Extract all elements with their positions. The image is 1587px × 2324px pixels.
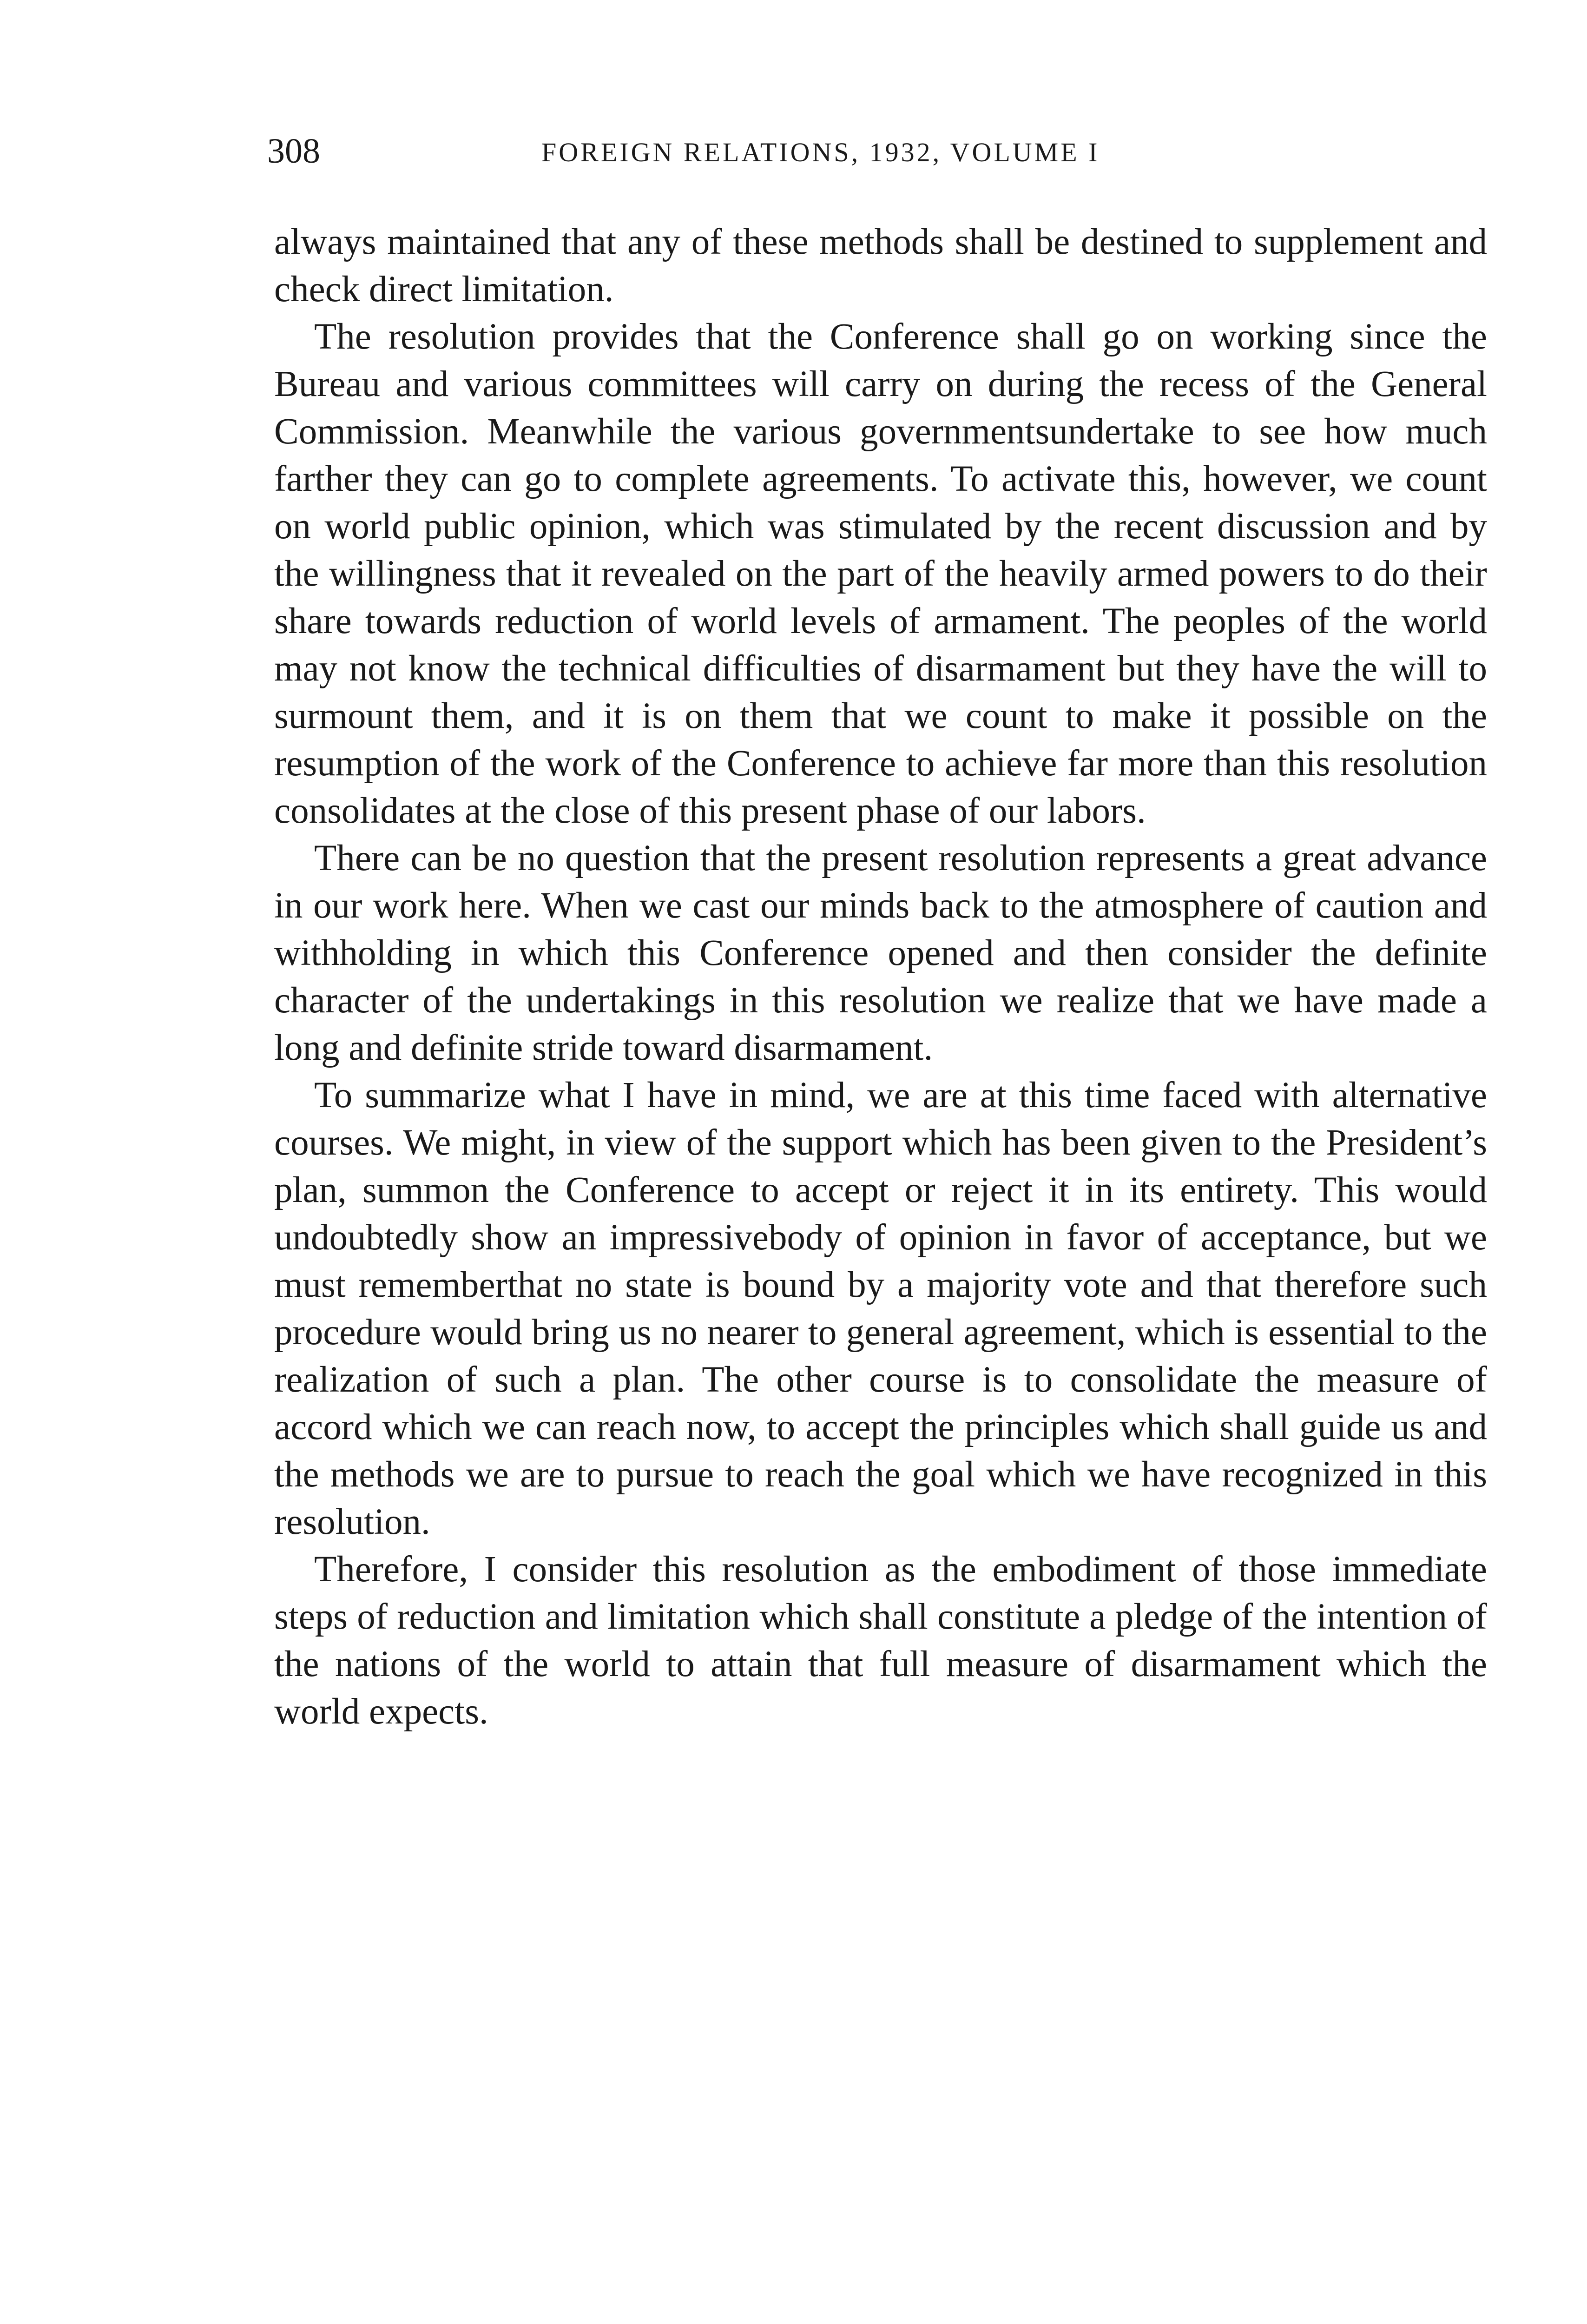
body-text	[274, 218, 1487, 1736]
page-header	[267, 125, 1487, 177]
page-number: 308	[267, 132, 320, 171]
paragraph-1: always maintained that any of these methods shall be destined to supplement and check direct limitation.	[274, 222, 1487, 310]
paragraph-5: Therefore, I consider this resolution as the embodiment of those immediate steps of reduction and limitation which shall constitute a pledge of the intention of the nations of the world to attain that full measure of disarmament which the world expects.	[274, 1549, 1487, 1732]
running-title: FOREIGN RELATIONS, 1932, VOLUME I	[541, 137, 1100, 167]
paragraph-2: The resolution provides that the Conference shall go on working since the Bureau and various committees will carry on during the recess of the General Commission. Meanwhile the various governmentsundertake to see how much farther they can go to complete agreements. To activate this, however, we count on world public opinion, which was stimulated by the recent discussion and by the willingness that it revealed on the part of the heavily armed powers to do their share towards reduction of world levels of armament. The peoples of the world may not know the technical difficulties of disarmament but they have the will to surmount them, and it is on them that we count to make it possible on the resumption of the work of the Conference to achieve far more than this resolution consolidates at the close of this present phase of our labors.	[274, 317, 1487, 831]
paragraph-3: There can be no question that the present resolution represents a great advance in our work here. When we cast our minds back to the atmosphere of caution and withholding in which this Conference opened and then consider the definite character of the undertakings in this resolution we realize that we have made a long and definite stride toward disarmament.	[274, 838, 1487, 1068]
paragraph-4: To summarize what I have in mind, we are at this time faced with alternative courses. We might, in view of the support which has been given to the President’s plan, summon the Conference to accept or reject it in its entirety. This would undoubtedly show an impressivebody of opinion in favor of acceptance, but we must rememberthat no state is bound by a majority vote and that therefore such procedure would bring us no nearer to general agreement, which is essential to the realization of such a plan. The other course is to consolidate the measure of accord which we can reach now, to accept the principles which shall guide us and the methods we are to pursue to reach the goal which we have recognized in this resolution.	[274, 1075, 1487, 1542]
